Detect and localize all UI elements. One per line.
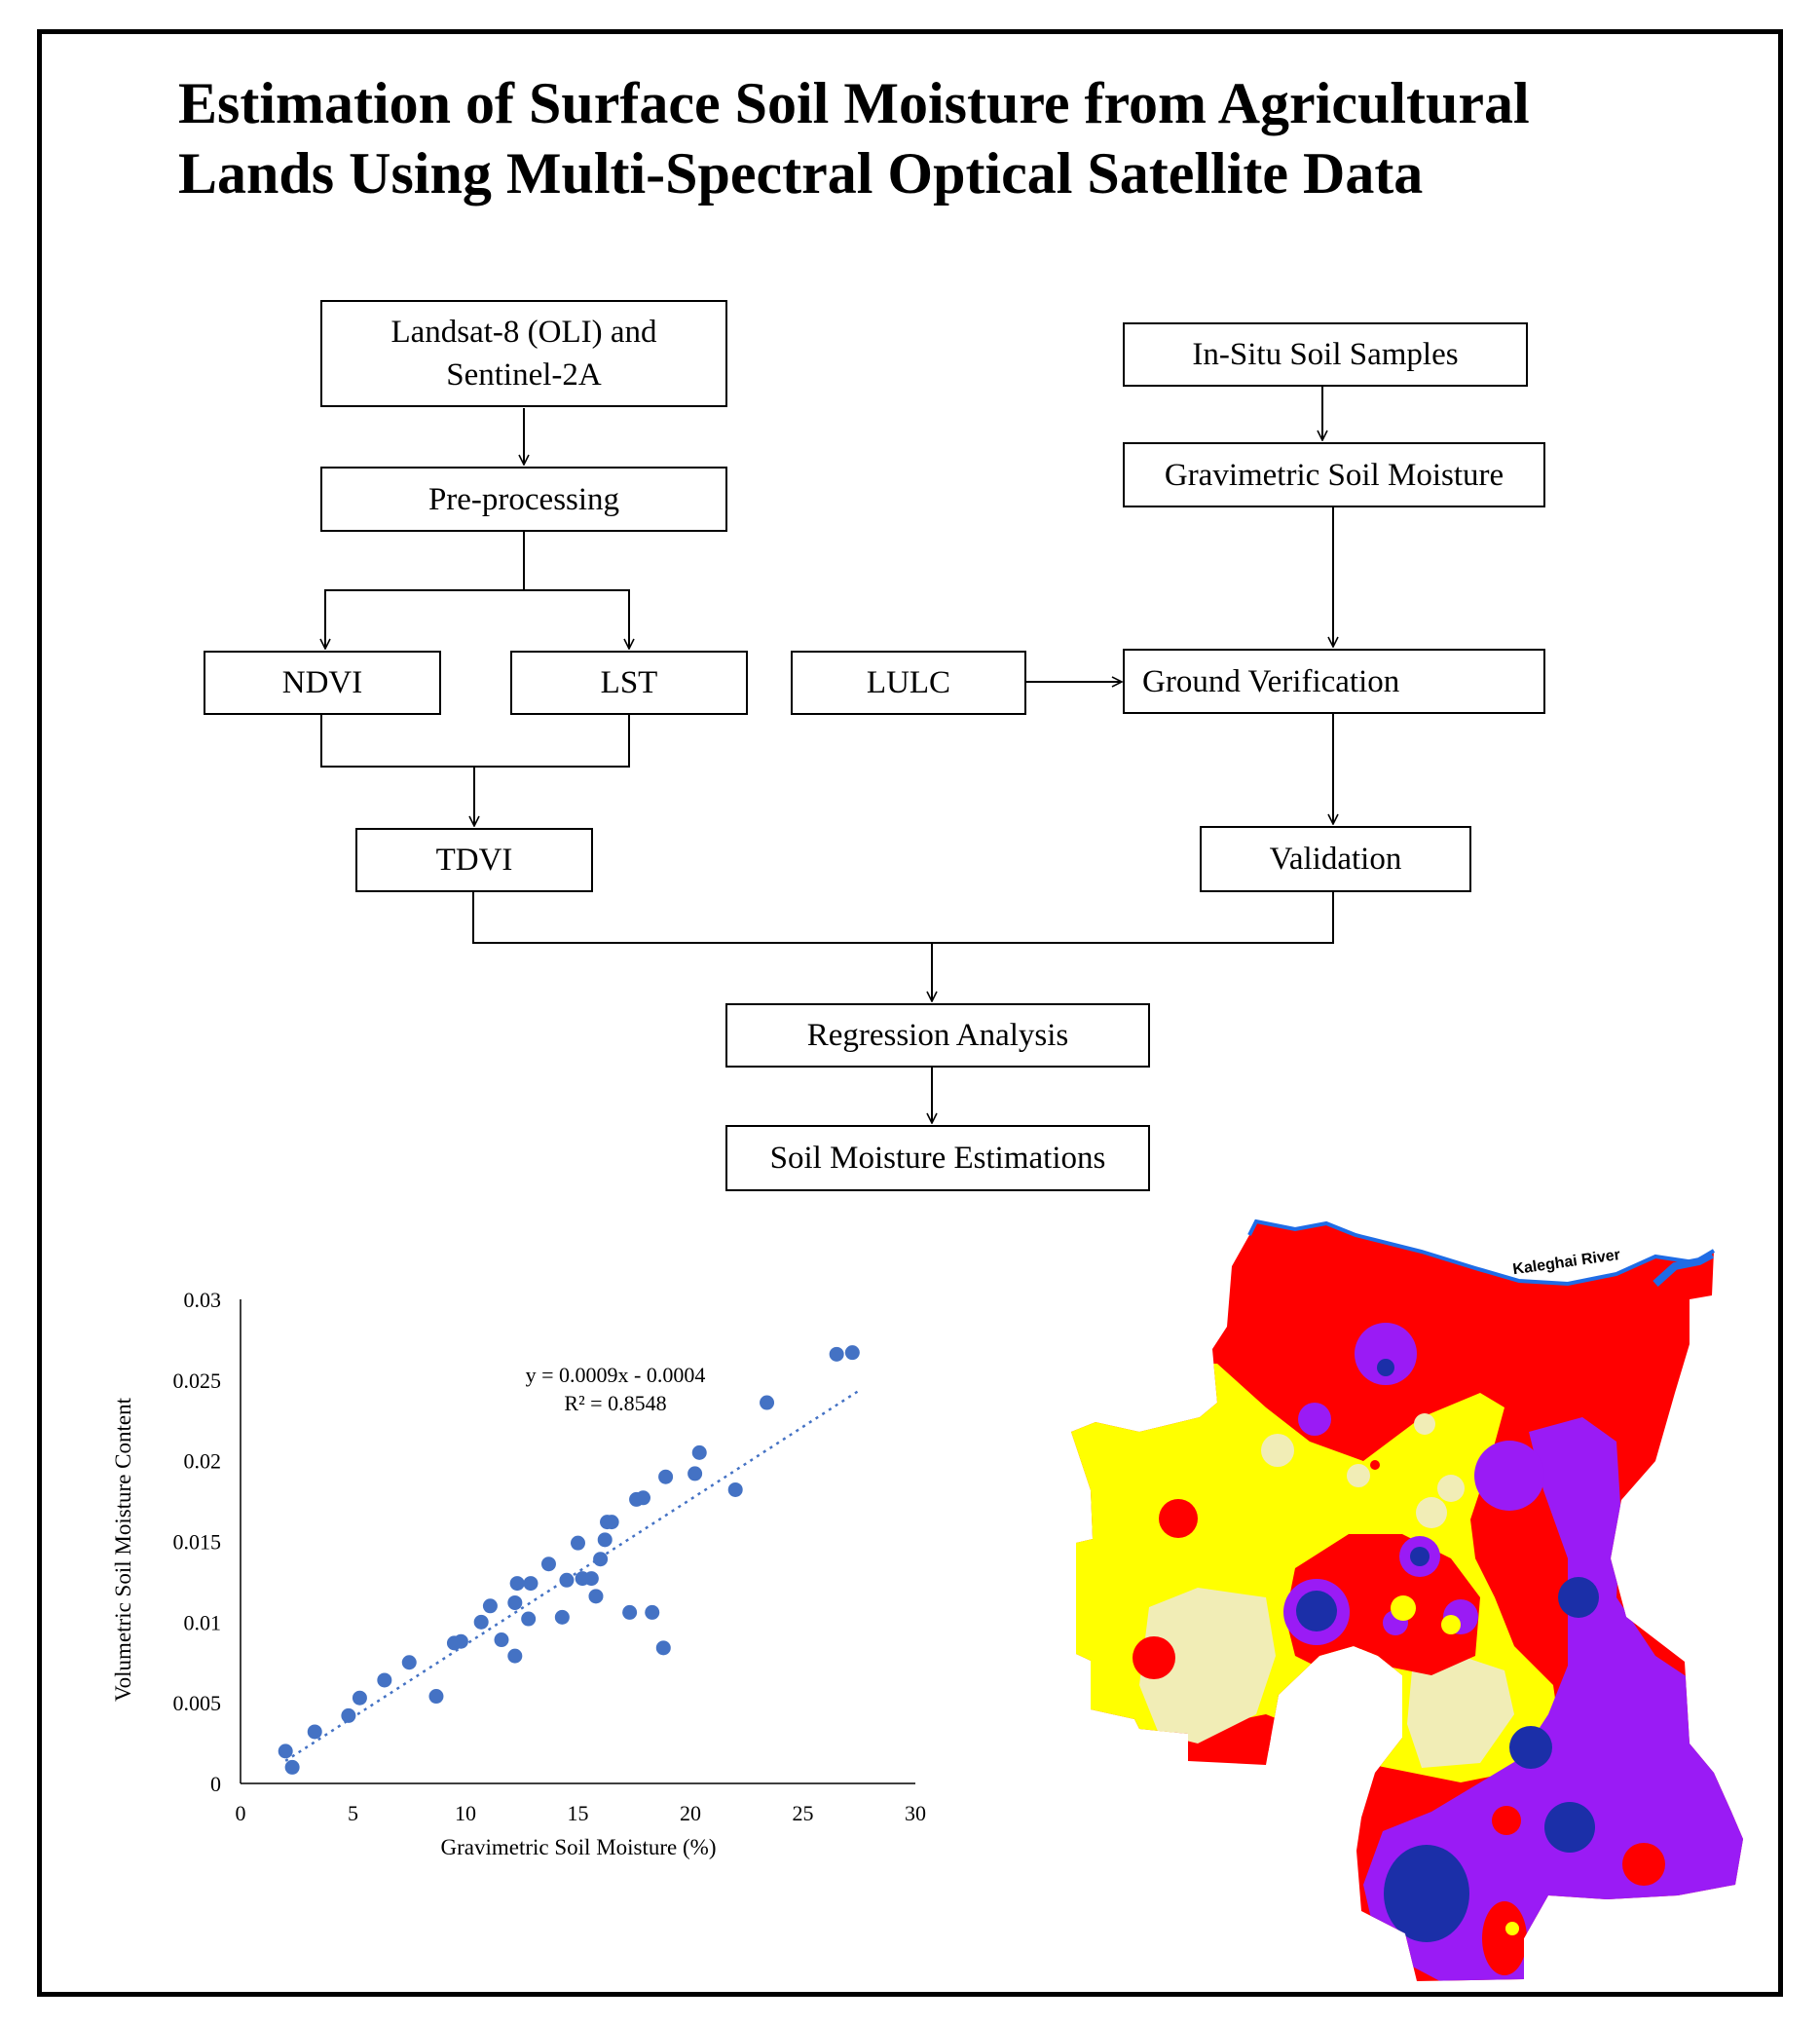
x-tick-label: 10 bbox=[455, 1801, 476, 1825]
y-tick-label: 0.03 bbox=[183, 1288, 221, 1312]
trendline-equation: y = 0.0009x - 0.0004 bbox=[525, 1363, 706, 1387]
box-ground-verification-label: Ground Verification bbox=[1142, 663, 1400, 699]
map-blue-spot bbox=[1377, 1359, 1394, 1376]
box-landsat-label: Landsat-8 (OLI) and Sentinel-2A bbox=[390, 315, 657, 393]
map-blue-spot bbox=[1384, 1845, 1469, 1942]
map-yellow-spot bbox=[1391, 1595, 1416, 1621]
map-red-spot bbox=[1255, 1735, 1273, 1752]
map-blue-spot bbox=[1544, 1802, 1595, 1853]
map-blue-spot bbox=[1558, 1577, 1599, 1618]
x-tick-label: 5 bbox=[348, 1801, 358, 1825]
y-tick-label: 0 bbox=[210, 1772, 221, 1796]
y-tick-label: 0.005 bbox=[172, 1691, 221, 1716]
map-cream-spot bbox=[1437, 1475, 1465, 1502]
map-red-spot bbox=[1133, 1636, 1175, 1679]
x-tick-label: 0 bbox=[235, 1801, 246, 1825]
y-tick-label: 0.02 bbox=[183, 1448, 221, 1474]
x-tick-label: 30 bbox=[905, 1801, 926, 1825]
r-squared-label: R² = 0.8548 bbox=[564, 1391, 667, 1415]
map-yellow-spot bbox=[1441, 1615, 1461, 1634]
map-blue-spot bbox=[1296, 1591, 1337, 1631]
y-tick-label: 0.01 bbox=[183, 1610, 221, 1635]
map-blue-spot bbox=[1410, 1547, 1430, 1566]
x-tick-label: 15 bbox=[567, 1801, 589, 1825]
box-ndvi-label: NDVI bbox=[281, 665, 363, 700]
map-red-spot bbox=[1622, 1843, 1665, 1886]
x-tick-label: 25 bbox=[792, 1801, 814, 1825]
x-tick-label: 20 bbox=[680, 1801, 701, 1825]
map-red-spot bbox=[1159, 1499, 1198, 1538]
title-line-2: Lands Using Multi-Spectral Optical Satellite Data bbox=[178, 141, 1424, 206]
map-red-spot bbox=[1482, 1901, 1527, 1975]
box-gravimetric-label: Gravimetric Soil Moisture bbox=[1164, 457, 1504, 493]
map-yellow-spot bbox=[1505, 1922, 1519, 1935]
map-cream-spot bbox=[1261, 1434, 1294, 1467]
box-lulc-label: LULC bbox=[866, 665, 951, 700]
y-axis-label: Volumetric Soil Moisture Content bbox=[111, 1398, 135, 1702]
map-blue-spot bbox=[1509, 1726, 1552, 1769]
map-cream-spot bbox=[1414, 1413, 1435, 1435]
y-tick-label: 0.025 bbox=[172, 1368, 221, 1393]
x-axis-label: Gravimetric Soil Moisture (%) bbox=[440, 1835, 717, 1859]
map-purple-spot bbox=[1474, 1441, 1544, 1511]
map-red-spot bbox=[1492, 1806, 1521, 1835]
box-preprocessing-label: Pre-processing bbox=[427, 481, 620, 517]
y-tick-label: 0.015 bbox=[172, 1529, 221, 1555]
box-tdvi-label: TDVI bbox=[435, 843, 513, 878]
map-red-spot bbox=[1306, 1703, 1323, 1720]
title-line-1: Estimation of Surface Soil Moisture from Agricultural bbox=[178, 71, 1530, 135]
box-in-situ-label: In-Situ Soil Samples bbox=[1192, 337, 1459, 372]
box-validation-label: Validation bbox=[1269, 842, 1402, 877]
map-cream-spot bbox=[1358, 1673, 1378, 1693]
map-red-spot bbox=[1370, 1460, 1380, 1470]
map-cream-spot bbox=[1347, 1464, 1370, 1487]
river-label: Kaleghai River bbox=[1511, 1246, 1621, 1279]
box-estimations-label: Soil Moisture Estimations bbox=[769, 1141, 1106, 1176]
box-regression-label: Regression Analysis bbox=[806, 1018, 1069, 1053]
map-cream-spot bbox=[1416, 1497, 1447, 1528]
map-cream-spot bbox=[1312, 1681, 1335, 1705]
box-lst-label: LST bbox=[600, 665, 658, 700]
map-purple-spot bbox=[1298, 1403, 1331, 1436]
